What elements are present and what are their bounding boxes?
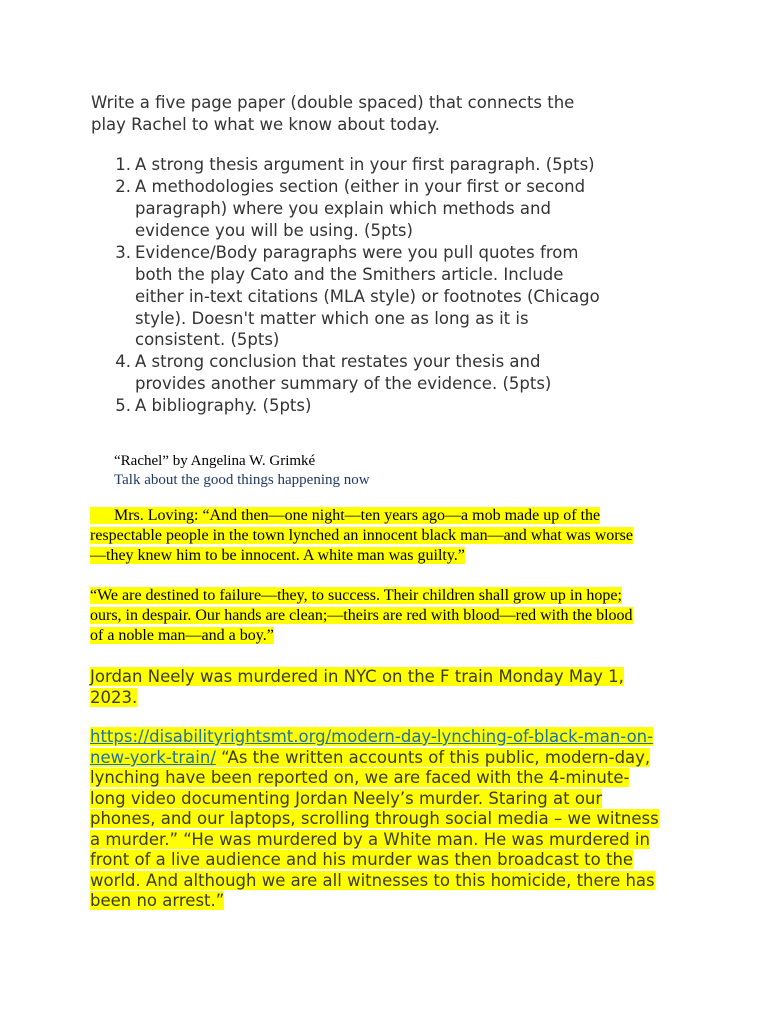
- article-line: [90, 850, 633, 869]
- article-line: [90, 727, 653, 746]
- highlighted-text: ours, in despair. Our hands are clean;—theirs are red with blood—red with the blood: [90, 607, 633, 624]
- rubric-item-text: A strong conclusion that restates your thesis and: [135, 352, 541, 371]
- quote-line: [90, 527, 633, 545]
- article-link[interactable]: new-york-train/: [90, 748, 216, 767]
- highlighted-text: —they knew him to be innocent. A white man was guilty.”: [90, 547, 465, 564]
- list-number: 2.: [115, 177, 131, 196]
- rubric-item-3: [107, 243, 578, 262]
- rubric-item-5: [107, 396, 311, 415]
- quote-line: [90, 627, 274, 645]
- rubric-item-text: A bibliography. (5pts): [135, 396, 312, 415]
- article-line: [90, 830, 650, 849]
- rubric-item-text: paragraph) where you explain which methods and: [135, 199, 551, 218]
- rubric-item-text: either in-text citations (MLA style) or footnotes (Chicago: [135, 287, 600, 306]
- rubric-item-2: [107, 177, 585, 196]
- quote-line: [90, 587, 622, 605]
- highlighted-text: 2023.: [90, 688, 138, 707]
- rubric-item-text: provides another summary of the evidence. (5pts): [135, 374, 552, 393]
- highlighted-text: “We are destined to failure—they, to success. Their children shall grow up in hope;: [90, 587, 622, 604]
- instructions-line: play Rachel to what we know about today.: [91, 115, 440, 134]
- highlighted-text: “As the written accounts of this public, modern-day,: [215, 748, 651, 767]
- instructions-line: Write a five page paper (double spaced) that connects the: [91, 93, 575, 112]
- rubric-item-text: A strong thesis argument in your first paragraph. (5pts): [135, 155, 595, 174]
- quote-line: [90, 547, 465, 565]
- quote-line: [90, 507, 600, 525]
- list-number: 5.: [115, 396, 131, 415]
- list-number: 3.: [115, 243, 131, 262]
- highlighted-text: Mrs. Loving: “And then—one night—ten years ago—a mob made up of the: [90, 507, 600, 524]
- article-line: [90, 871, 655, 890]
- highlighted-text: Jordan Neely was murdered in NYC on the F train Monday May 1,: [90, 667, 624, 686]
- news-line: [90, 667, 624, 686]
- rubric-item-text: A methodologies section (either in your first or second: [135, 177, 586, 196]
- rubric-item-1: [107, 155, 595, 174]
- list-number: 1.: [115, 155, 131, 174]
- highlighted-text: phones, and our laptops, scrolling through social media – we witness: [90, 809, 659, 828]
- highlighted-text: long video documenting Jordan Neely’s murder. Staring at our: [90, 789, 603, 808]
- rubric-item-text: both the play Cato and the Smithers article. Include: [135, 265, 564, 284]
- highlighted-text: lynching have been reported on, we are faced with the 4-minute-: [90, 768, 630, 787]
- article-link[interactable]: https://disabilityrightsmt.org/modern-day-lynching-of-black-man-on-: [90, 727, 654, 746]
- article-line: [90, 748, 650, 767]
- article-line: [90, 809, 659, 828]
- news-line: [90, 688, 137, 707]
- article-line: [90, 789, 602, 808]
- highlighted-text: front of a live audience and his murder was then broadcast to the: [90, 850, 634, 869]
- list-number: 4.: [115, 352, 131, 371]
- highlighted-text: been no arrest.”: [90, 891, 225, 910]
- rubric-item-text: style). Doesn't matter which one as long as it is: [135, 309, 529, 328]
- rubric-item-text: Evidence/Body paragraphs were you pull quotes from: [135, 243, 579, 262]
- notes-subtitle: Talk about the good things happening now: [114, 472, 370, 488]
- play-title: “Rachel” by Angelina W. Grimké: [114, 453, 316, 469]
- highlighted-text: a murder.” “He was murdered by a White man. He was murdered in: [90, 830, 650, 849]
- highlighted-text: respectable people in the town lynched an innocent black man—and what was worse: [90, 527, 633, 544]
- rubric-item-4: [107, 352, 540, 371]
- quote-line: [90, 607, 633, 625]
- highlighted-text: of a noble man—and a boy.”: [90, 627, 274, 644]
- rubric-item-text: evidence you will be using. (5pts): [135, 221, 413, 240]
- article-line: [90, 891, 224, 910]
- article-line: [90, 768, 629, 787]
- highlighted-text: world. And although we are all witnesses to this homicide, there has: [90, 871, 655, 890]
- rubric-item-text: consistent. (5pts): [135, 330, 280, 349]
